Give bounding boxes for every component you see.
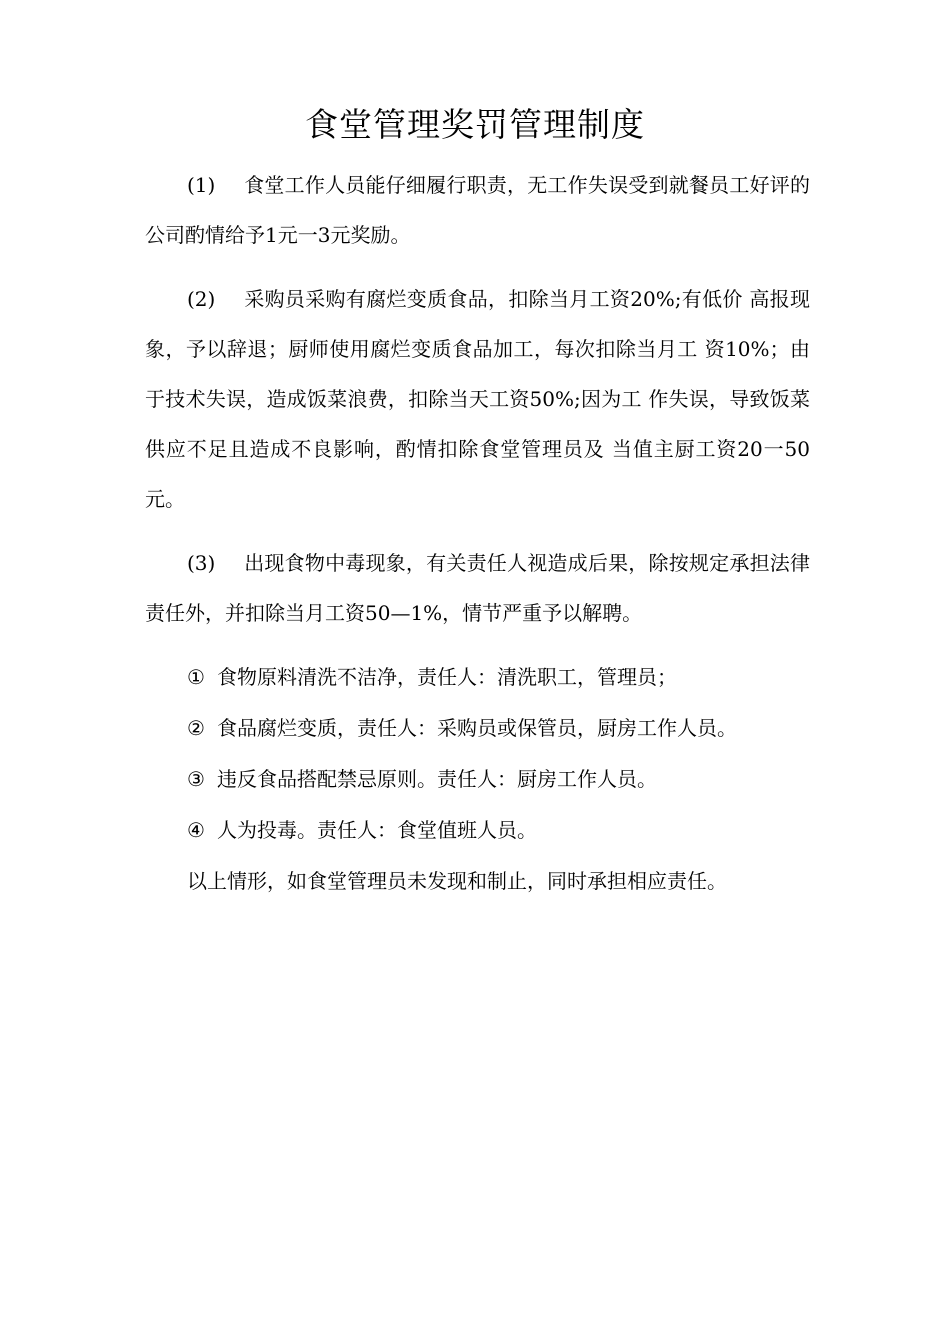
paragraph-number: (1)	[187, 173, 216, 197]
paragraph-text: 食堂工作人员能仔细履行职责，无工作失误受到就餐员工好评的公司酌情给予1元一3元奖励。	[145, 173, 810, 247]
list-item	[145, 703, 810, 753]
item-marker: ①	[187, 665, 205, 689]
document-title: 食堂管理奖罚管理制度	[305, 105, 645, 144]
paragraph-number: (2)	[187, 287, 216, 311]
paragraph-text: 采购员采购有腐烂变质食品，扣除当月工资20%;有低价 高报现象，予以辞退；厨师使用腐烂变质食品加工，每次扣除当月工 资10%；由于技术失误，造成饭菜浪费，扣除当天工资50%;因为工 作失误，导致饭菜供应不足且造成不良影响，酌情扣除食堂管理员及 当值主厨工资20一50元。	[145, 287, 810, 511]
paragraph-text: 出现食物中毒现象，有关责任人视造成后果，除按规定承担法律责任外，并扣除当月工资50—1%，情节严重予以解聘。	[145, 551, 810, 625]
item-marker: ④	[187, 818, 205, 842]
paragraph-2	[145, 274, 810, 524]
item-text: 人为投毒。责任人：食堂值班人员。	[217, 818, 537, 842]
paragraph-1	[145, 160, 810, 260]
item-text: 食品腐烂变质，责任人：采购员或保管员，厨房工作人员。	[217, 716, 737, 740]
list-item	[145, 805, 810, 855]
item-marker: ②	[187, 716, 205, 740]
list-item	[145, 754, 810, 804]
paragraph-number: (3)	[187, 551, 216, 575]
closing-paragraph: 以上情形，如食堂管理员未发现和制止，同时承担相应责任。	[187, 869, 727, 893]
paragraph-3	[145, 538, 810, 638]
item-marker: ③	[187, 767, 205, 791]
item-text: 违反食品搭配禁忌原则。责任人：厨房工作人员。	[217, 767, 657, 791]
document-body	[145, 160, 810, 906]
list-item	[145, 652, 810, 702]
item-text: 食物原料清洗不洁净，责任人：清洗职工，管理员；	[217, 665, 677, 689]
